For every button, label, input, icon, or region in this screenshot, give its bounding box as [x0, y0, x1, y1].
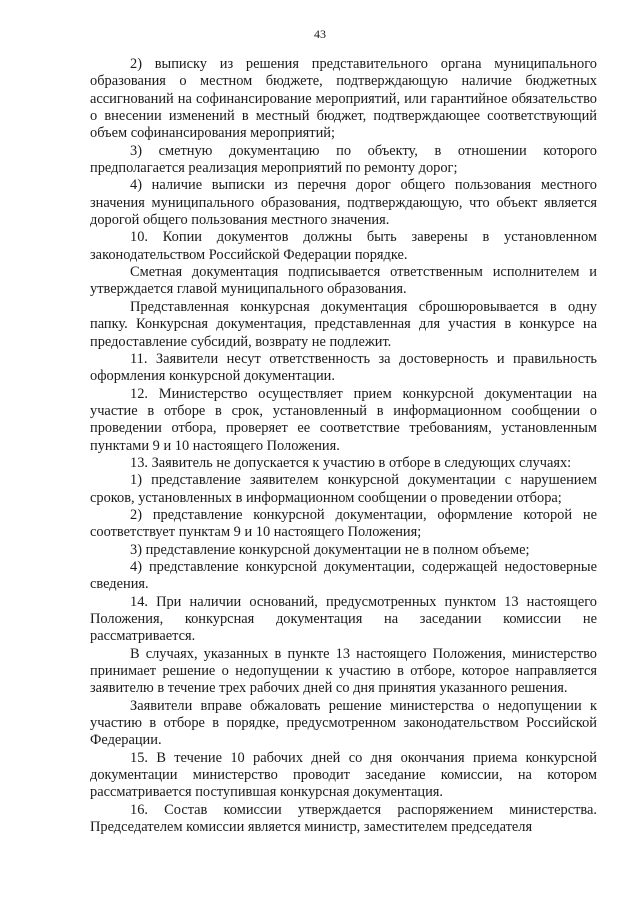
paragraph: 14. При наличии оснований, предусмотренных пунктом 13 настоящего Положения, конкурсная документация на заседании комиссии не рассматривается. — [90, 593, 597, 645]
paragraph: В случаях, указанных в пункте 13 настоящего Положения, министерство принимает решение о недопущении к участию в отборе, которое направляется заявителю в течение трех рабочих дней со дня принятия указанного решения. — [90, 645, 597, 697]
paragraph: 1) представление заявителем конкурсной документации с нарушением сроков, установленных в информационном сообщении о проведении отбора; — [90, 472, 597, 506]
paragraph: 15. В течение 10 рабочих дней со дня окончания приема конкурсной документации министерство проводит заседание комиссии, на котором рассматривается поступившая конкурсная документация. — [90, 749, 597, 801]
page-number: 43 — [314, 27, 326, 41]
paragraph: 2) представление конкурсной документации, оформление которой не соответствует пунктам 9 и 10 настоящего Положения; — [90, 506, 597, 541]
paragraph: 12. Министерство осуществляет прием конкурсной документации на участие в отборе в срок, установленный в информационном сообщении о проведении отбора, проверяет ее соответствие требованиям, установленным пунктами 9 и 10 настоящего Положения. — [90, 385, 597, 454]
paragraph: 2) выписку из решения представительного органа муниципального образования о местном бюджете, подтверждающую наличие бюджетных ассигнований на софинансирование мероприятий, или гарантийное обязательство о внесении изменений в местный бюджет, подтверждающее соответствующий объем софинансирования мероприятий; — [90, 56, 597, 142]
paragraph: 4) наличие выписки из перечня дорог общего пользования местного значения муниципального образования, подтверждающую, что объект является дорогой общего пользования местного значения. — [90, 177, 597, 229]
paragraph: 4) представление конкурсной документации, содержащей недостоверные сведения. — [90, 558, 597, 593]
paragraph: Представленная конкурсная документация сброшюровывается в одну папку. Конкурсная документация, представленная для участия в конкурсе на предоставление субсидий, возврату не подлежит. — [90, 298, 597, 350]
paragraph: Заявители вправе обжаловать решение министерства о недопущении к участию в отборе в порядке, предусмотренном законодательством Российской Федерации. — [90, 697, 597, 749]
paragraph: 3) сметную документацию по объекту, в отношении которого предполагается реализация мероприятий по ремонту дорог; — [90, 142, 597, 177]
paragraph: 16. Состав комиссии утверждается распоряжением министерства. Председателем комиссии является министр, заместителем председателя — [90, 801, 597, 836]
paragraph: Сметная документация подписывается ответственным исполнителем и утверждается главой муниципального образования. — [90, 264, 597, 298]
paragraph: 10. Копии документов должны быть заверены в установленном законодательством Российской Федерации порядке. — [90, 229, 597, 263]
paragraph: 11. Заявители несут ответственность за достоверность и правильность оформления конкурсной документации. — [90, 350, 597, 385]
document-body — [90, 56, 597, 836]
paragraph: 3) представление конкурсной документации не в полном объеме; — [130, 541, 530, 558]
paragraph: 13. Заявитель не допускается к участию в отборе в следующих случаях: — [130, 454, 572, 471]
